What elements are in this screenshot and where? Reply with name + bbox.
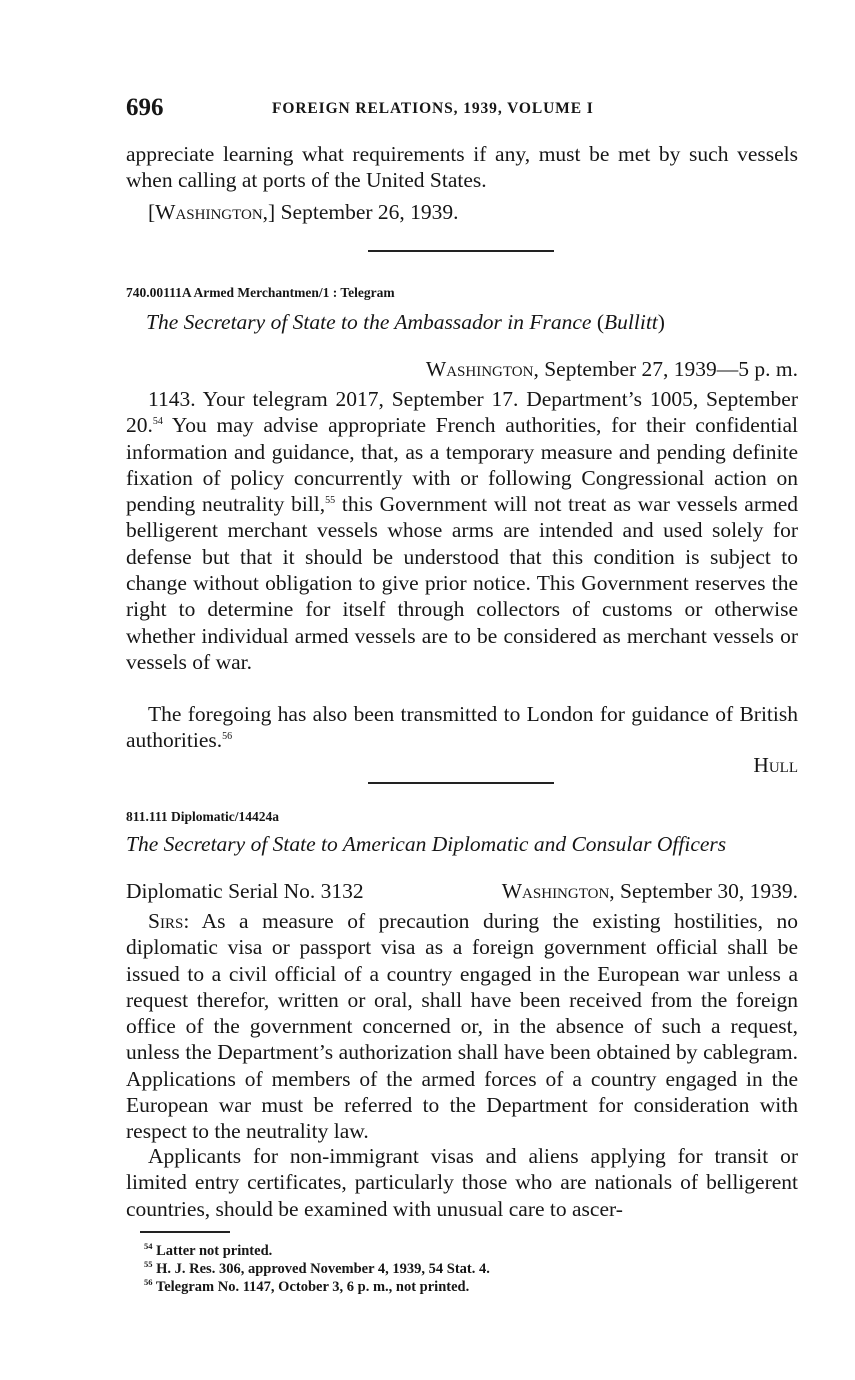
doc1-dateline bbox=[126, 357, 798, 382]
section-divider-2 bbox=[368, 782, 554, 784]
doc2-para2-text: Applicants for non-immigrant visas and aliens applying for transit or limited entry certificates, particularly those who are nationals of belligerent countries, should be examined with unusual care to ascer- bbox=[126, 1144, 798, 1221]
running-head: FOREIGN RELATIONS, 1939, VOLUME I bbox=[272, 100, 594, 117]
doc2-dateline bbox=[502, 879, 798, 904]
footnote-56 bbox=[144, 1278, 469, 1296]
footnote-56-text: Telegram No. 1147, October 3, 6 p. m., not printed. bbox=[155, 1279, 470, 1295]
doc1-file-reference: 740.00111A Armed Merchantmen/1 : Telegram bbox=[126, 285, 395, 300]
footnote-ref-56: 56 bbox=[222, 731, 233, 743]
footnote-ref-54: 54 bbox=[152, 416, 163, 428]
doc1-para1-text-c: this Government will not treat as war vessels armed belligerent merchant vessels whose arms are intended and used solely for defense but that it should be understood that this condition is subject to change without obligation to give prior notice. This Government reserves the right to determine for itself through collectors of customs or otherwise whether individual armed vessels are to be considered as merchant vessels or vessels of war. bbox=[126, 492, 798, 674]
continuation-paragraph bbox=[126, 141, 798, 194]
doc1-dateline-date: September 27, 1939—5 p. m. bbox=[544, 357, 798, 381]
doc2-salutation: Sirs bbox=[148, 909, 184, 933]
doc1-para1-text-b: You may advise appropriate French authorities, for their confidential information and guidance, that, as a temporary measure and pending definite fixation of policy concurrently with or following Congressional action on pending neutrality bill, bbox=[126, 413, 798, 517]
footnote-54-number: 54 bbox=[144, 1241, 153, 1252]
footnote-ref-55: 55 bbox=[325, 495, 336, 507]
doc1-paragraph-2 bbox=[126, 701, 798, 754]
doc1-paragraph-1 bbox=[126, 386, 798, 675]
page-header bbox=[126, 94, 798, 126]
footnote-divider bbox=[140, 1231, 230, 1233]
continuation-dateline-date: September 26, 1939. bbox=[280, 200, 459, 224]
footnote-55 bbox=[144, 1260, 490, 1278]
doc2-title: The Secretary of State to American Diplomatic and Consular Officers bbox=[126, 832, 727, 856]
doc1-title bbox=[146, 310, 798, 335]
doc1-title-paren-close: ) bbox=[657, 310, 665, 334]
doc2-serial-line bbox=[126, 879, 798, 904]
footnote-54 bbox=[144, 1242, 272, 1260]
doc2-para1-text: : As a measure of precaution during the existing hostilities, no diplomatic visa or passport visa as a foreign government official shall be issued to a civil official of a country engaged in the European war unless a request therefor, written or oral, shall have been received from the foreign office of the government concerned or, in the absence of such a request, unless the Department’s authorization shall have been obtained by cablegram. Applications of members of the armed forces of a country engaged in the European war must be referred to the Department for consideration with respect to the neutrality law. bbox=[126, 909, 798, 1144]
footnote-55-text: H. J. Res. 306, approved November 4, 1939, 54 Stat. 4. bbox=[156, 1261, 490, 1277]
doc2-serial-number: Diplomatic Serial No. 3132 bbox=[126, 879, 364, 903]
doc1-para2-text: The foregoing has also been transmitted to London for guidance of British authorities. bbox=[126, 702, 798, 753]
doc2-paragraph-1 bbox=[126, 908, 798, 1145]
doc1-title-recipient: Bullitt bbox=[604, 310, 658, 334]
section-divider bbox=[368, 250, 554, 252]
footnote-56-number: 56 bbox=[144, 1277, 153, 1288]
doc1-para1-text-a: 1143. Your telegram 2017, September 17. Department’s 1005, September 20. bbox=[126, 387, 798, 438]
continuation-dateline bbox=[126, 199, 798, 225]
continuation-text: appreciate learning what requirements if any, must be met by such vessels when calling at ports of the United States. bbox=[126, 142, 798, 193]
doc1-signature: Hull bbox=[753, 753, 798, 777]
continuation-dateline-place: [Washington,] bbox=[148, 200, 276, 224]
footnote-54-text: Latter not printed. bbox=[156, 1243, 273, 1259]
doc2-paragraph-2 bbox=[126, 1143, 798, 1222]
doc1-dateline-place: Washington, bbox=[425, 357, 539, 381]
doc2-dateline-place: Washington, bbox=[501, 879, 615, 903]
doc2-file-reference: 811.111 Diplomatic/14424a bbox=[126, 809, 280, 824]
doc1-title-main: The Secretary of State to the Ambassador in France bbox=[146, 310, 592, 334]
footnote-55-number: 55 bbox=[144, 1259, 153, 1270]
doc2-dateline-date: September 30, 1939. bbox=[620, 879, 798, 903]
page-number: 696 bbox=[126, 94, 164, 121]
doc1-title-paren-open: ( bbox=[596, 310, 605, 334]
